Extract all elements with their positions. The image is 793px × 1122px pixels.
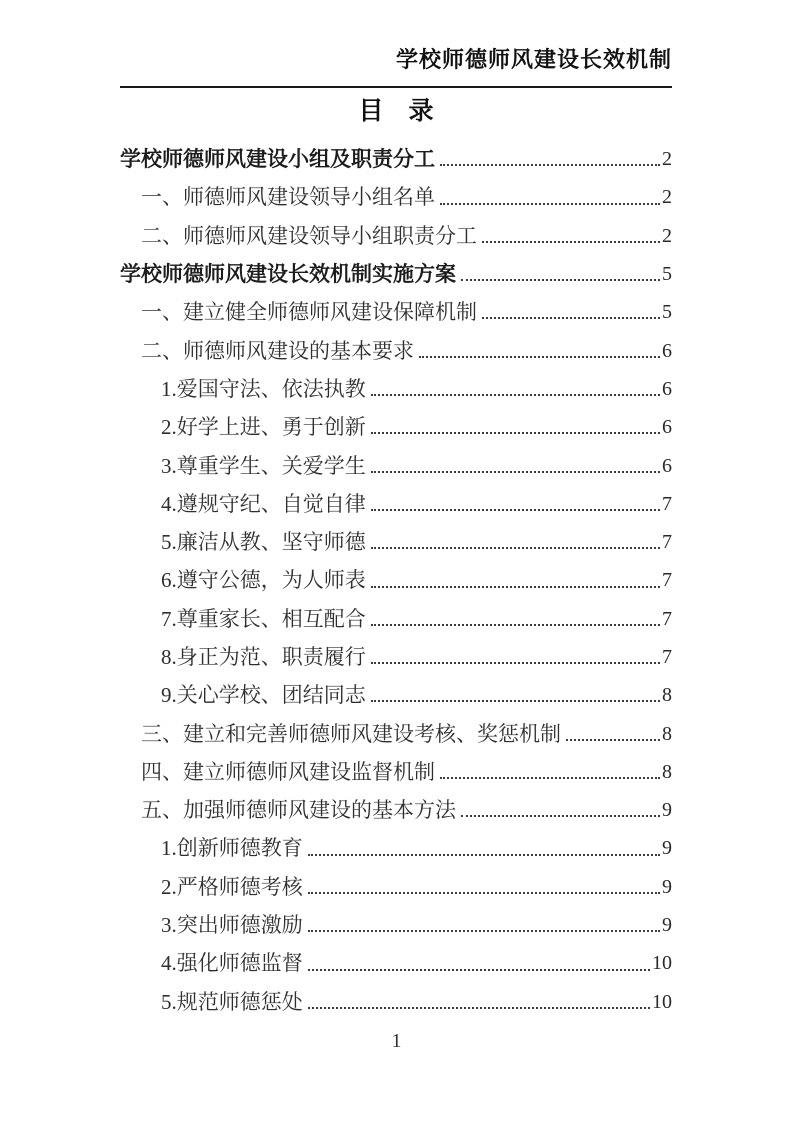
header-title: 学校师德师风建设长效机制: [395, 47, 672, 72]
toc-entry-label: 二、师德师风建设的基本要求: [141, 338, 414, 363]
toc-entry-label: 一、师德师风建设领导小组名单: [141, 185, 435, 210]
toc-entry[interactable]: [120, 255, 672, 293]
toc-entry-page: 6: [662, 377, 672, 400]
toc-entry-label: 9.关心学校、团结同志: [161, 683, 366, 708]
toc-entry-page: 2: [662, 186, 672, 209]
toc-entry[interactable]: [120, 217, 672, 255]
toc-leader-dots: [371, 471, 660, 473]
toc-leader-dots: [308, 892, 660, 894]
toc-entry-page: 6: [662, 454, 672, 477]
toc-leader-dots: [371, 432, 660, 434]
toc-entry[interactable]: [120, 485, 672, 523]
toc-entry-page: 6: [662, 339, 672, 362]
toc-entry-page: 7: [662, 569, 672, 592]
toc-leader-dots: [308, 854, 660, 856]
toc-leader-dots: [371, 662, 660, 664]
toc-leader-dots: [461, 279, 660, 281]
toc-entry-label: 4.强化师德监督: [161, 951, 303, 976]
toc-entry[interactable]: [120, 140, 672, 178]
toc-entry[interactable]: [120, 370, 672, 408]
toc-entry-label: 二、师德师风建设领导小组职责分工: [141, 223, 477, 248]
toc-entry-label: 3.尊重学生、关爱学生: [161, 453, 366, 478]
toc-leader-dots: [482, 317, 660, 319]
toc-entry-page: 8: [662, 760, 672, 783]
toc-leader-dots: [440, 164, 660, 166]
footer-page-number: 1: [391, 1030, 402, 1052]
toc-entry[interactable]: [120, 561, 672, 599]
toc-leader-dots: [419, 356, 660, 358]
toc-entry[interactable]: [120, 178, 672, 216]
toc-entry-label: 2.好学上进、勇于创新: [161, 415, 366, 440]
toc-leader-dots: [461, 815, 660, 817]
toc-entry-page: 9: [662, 914, 672, 937]
toc-entry-label: 一、建立健全师德师风建设保障机制: [141, 300, 477, 325]
toc-entry-page: 10: [652, 990, 672, 1013]
toc-entry-label: 1.爱国守法、依法执教: [161, 376, 366, 401]
toc-leader-dots: [371, 700, 660, 702]
toc-entry-label: 5.廉洁从教、坚守师德: [161, 530, 366, 555]
toc-leader-dots: [440, 777, 660, 779]
toc-list: [120, 140, 672, 1021]
toc-entry-page: 7: [662, 607, 672, 630]
toc-entry[interactable]: [120, 753, 672, 791]
toc-entry-page: 2: [662, 224, 672, 247]
toc-leader-dots: [371, 586, 660, 588]
toc-entry[interactable]: [120, 331, 672, 369]
toc-entry[interactable]: [120, 600, 672, 638]
toc-entry[interactable]: [120, 983, 672, 1021]
toc-entry-label: 四、建立师德师风建设监督机制: [141, 759, 435, 784]
toc-leader-dots: [308, 969, 650, 971]
toc-entry-page: 7: [662, 492, 672, 515]
toc-entry-label: 8.身正为范、职责履行: [161, 645, 366, 669]
toc-entry-page: 9: [662, 799, 672, 822]
toc-entry[interactable]: [120, 944, 672, 982]
toc-entry-label: 4.遵规守纪、自觉自律: [161, 491, 366, 516]
toc-entry-page: 9: [662, 875, 672, 898]
toc-entry-label: 5.规范师德惩处: [161, 989, 303, 1014]
toc-entry-page: 6: [662, 416, 672, 439]
toc-entry[interactable]: [120, 906, 672, 944]
toc-entry-label: 2.严格师德考核: [161, 874, 303, 899]
toc-entry[interactable]: [120, 676, 672, 714]
toc-entry-page: 7: [662, 646, 672, 668]
toc-entry[interactable]: [120, 868, 672, 906]
toc-entry[interactable]: [120, 408, 672, 446]
toc-entry-label: 学校师德师风建设小组及职责分工: [120, 147, 435, 172]
toc-entry-page: 10: [652, 952, 672, 975]
toc-entry-page: 8: [662, 722, 672, 745]
toc-entry[interactable]: [120, 293, 672, 331]
toc-entry[interactable]: [120, 523, 672, 561]
toc-leader-dots: [308, 930, 660, 932]
toc-leader-dots: [371, 624, 660, 626]
toc-entry[interactable]: [120, 446, 672, 484]
toc-entry-page: 8: [662, 684, 672, 707]
toc-entry[interactable]: [120, 829, 672, 867]
toc-leader-dots: [440, 203, 660, 205]
toc-entry-page: 7: [662, 531, 672, 554]
toc-entry-label: 学校师德师风建设长效机制实施方案: [120, 262, 456, 287]
toc-entry-page: 2: [662, 148, 672, 171]
toc-leader-dots: [371, 509, 660, 511]
toc-leader-dots: [482, 241, 660, 243]
toc-title: 目 录: [358, 98, 434, 125]
toc-entry-label: 6.遵守公德，为人师表: [161, 568, 366, 593]
toc-entry-page: 5: [662, 263, 672, 286]
toc-entry[interactable]: [120, 791, 672, 829]
toc-entry-label: 三、建立和完善师德师风建设考核、奖惩机制: [141, 721, 561, 746]
toc-entry[interactable]: [120, 638, 672, 676]
toc-entry-label: 五、加强师德师风建设的基本方法: [141, 798, 456, 823]
toc-leader-dots: [371, 394, 660, 396]
page-header: [120, 46, 672, 88]
toc-leader-dots: [371, 547, 660, 549]
toc-entry-label: 3.突出师德激励: [161, 913, 303, 938]
toc-leader-dots: [308, 1007, 650, 1009]
toc-entry-label: 7.尊重家长、相互配合: [161, 606, 366, 631]
header-rule: [120, 86, 672, 88]
toc-entry-page: 9: [662, 837, 672, 860]
toc-leader-dots: [566, 739, 660, 741]
toc-entry-page: 5: [662, 301, 672, 324]
toc-entry[interactable]: [120, 714, 672, 752]
toc-entry-label: 1.创新师德教育: [161, 836, 303, 861]
